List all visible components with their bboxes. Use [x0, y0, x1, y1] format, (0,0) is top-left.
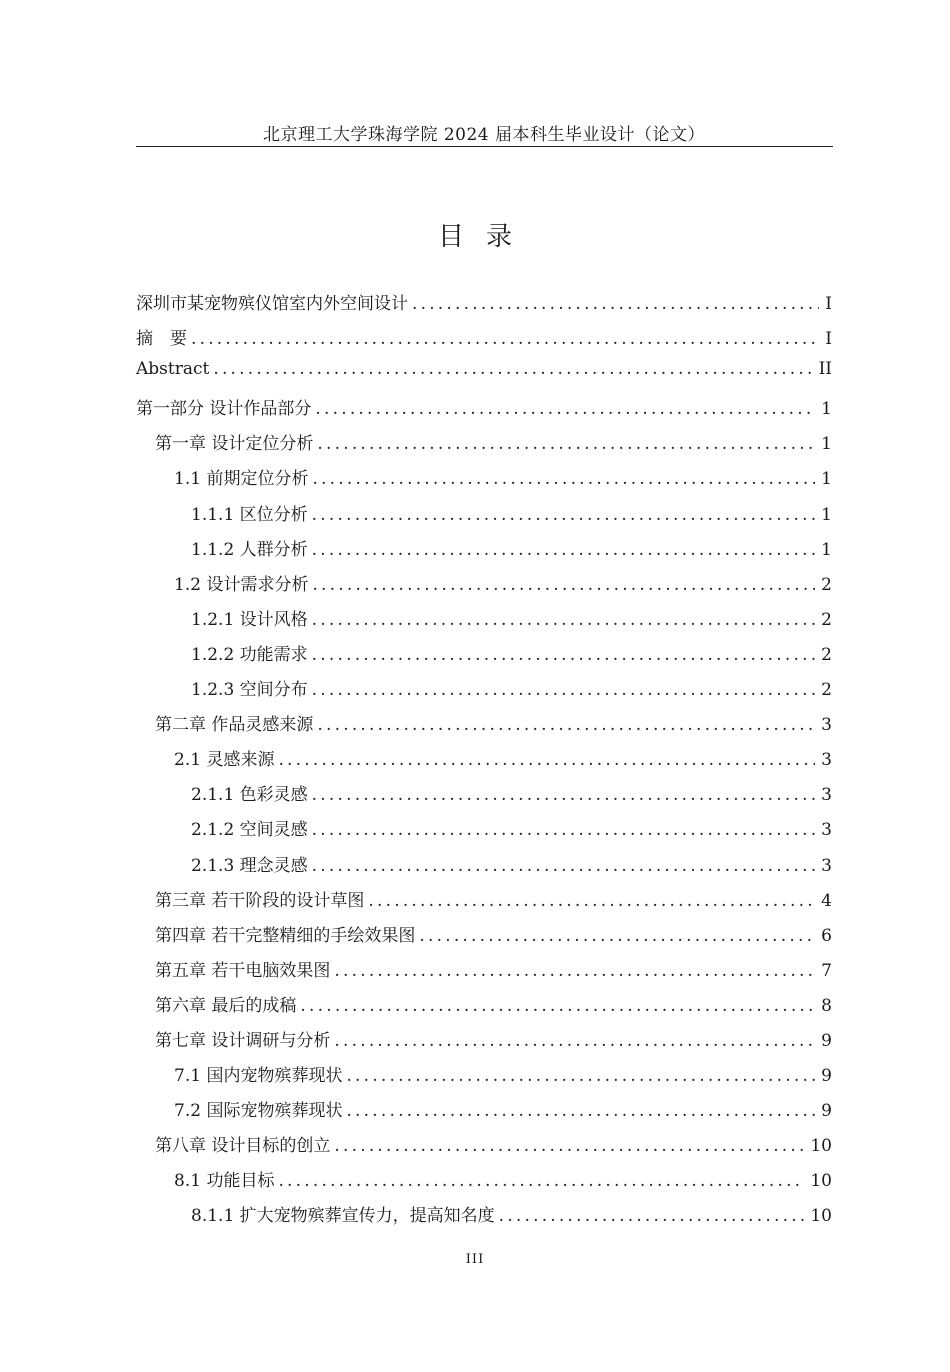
toc-leader-dots: [334, 1136, 804, 1156]
toc-entry[interactable]: [136, 570, 832, 605]
toc-entry-page: 10: [810, 1171, 832, 1192]
toc-leader-dots: [312, 856, 816, 876]
toc-entry[interactable]: [136, 1166, 832, 1201]
toc-entry-label: 2.1.3 理念灵感: [191, 855, 308, 876]
toc-entry-label: 1.1.1 区位分析: [191, 504, 308, 525]
page-number: III: [465, 1252, 485, 1267]
toc-leader-dots: [312, 680, 816, 700]
toc-leader-dots: [213, 359, 812, 379]
toc-entry[interactable]: [136, 1131, 832, 1166]
toc-entry-page: 9: [821, 1101, 832, 1122]
toc-entry-page: 9: [821, 1030, 832, 1051]
toc-entry-page: 2: [821, 609, 832, 630]
toc-leader-dots: [412, 294, 819, 314]
toc-entry-label: 2.1 灵感来源: [174, 750, 275, 771]
toc-entry[interactable]: [136, 675, 832, 710]
toc-entry-page: I: [825, 329, 832, 350]
running-header: 北京理工大学珠海学院 2024 届本科生毕业设计（论文）: [262, 125, 706, 145]
toc-entry-label: 第六章 最后的成稿: [155, 995, 297, 1016]
toc-entry-page: 3: [821, 785, 832, 806]
toc-leader-dots: [346, 1101, 815, 1121]
toc-entry-page: 4: [821, 890, 832, 911]
toc-entry-page: 3: [821, 855, 832, 876]
toc-entry-page: 10: [810, 1136, 832, 1157]
toc-entry-label: 1.1.2 人群分析: [191, 539, 308, 560]
toc-entry[interactable]: [136, 815, 832, 850]
toc-leader-dots: [368, 891, 815, 911]
toc-leader-dots: [312, 575, 815, 595]
table-of-contents: [136, 289, 832, 1237]
toc-leader-dots: [278, 750, 815, 770]
toc-entry-label: 2.1.2 空间灵感: [191, 820, 308, 841]
toc-leader-dots: [419, 926, 815, 946]
toc-leader-dots: [278, 1171, 804, 1191]
toc-entry-label: 深圳市某宠物殡仪馆室内外空间设计: [136, 294, 408, 314]
toc-entry-page: 3: [821, 715, 832, 736]
toc-entry-page: 1: [821, 434, 832, 455]
toc-leader-dots: [317, 434, 815, 454]
toc-entry-page: I: [825, 294, 832, 314]
toc-entry[interactable]: [136, 535, 832, 570]
toc-entry-label: 第一部分 设计作品部分: [136, 399, 312, 420]
toc-leader-dots: [191, 329, 819, 349]
toc-entry[interactable]: [136, 1061, 832, 1096]
toc-entry[interactable]: [136, 1201, 832, 1236]
toc-entry-page: 8: [821, 995, 832, 1016]
toc-entry-page: 10: [810, 1206, 832, 1227]
toc-entry[interactable]: [136, 921, 832, 956]
toc-leader-dots: [346, 1066, 815, 1086]
toc-entry-label: 1.2 设计需求分析: [174, 574, 309, 595]
toc-entry[interactable]: [136, 324, 832, 359]
toc-entry-page: 1: [821, 399, 832, 420]
toc-entry[interactable]: [136, 780, 832, 815]
toc-entry-label: 第八章 设计目标的创立: [155, 1136, 331, 1157]
toc-entry[interactable]: [136, 886, 832, 921]
toc-entry[interactable]: [136, 605, 832, 640]
toc-leader-dots: [300, 996, 815, 1016]
toc-entry-page: 2: [821, 574, 832, 595]
toc-leader-dots: [317, 715, 815, 735]
toc-leader-dots: [312, 505, 816, 525]
toc-entry-page: 1: [821, 504, 832, 525]
toc-entry-label: 2.1.1 色彩灵感: [191, 785, 308, 806]
toc-entry-label: 第四章 若干完整精细的手绘效果图: [155, 925, 416, 946]
toc-entry[interactable]: [136, 1096, 832, 1131]
toc-entry-page: 7: [821, 960, 832, 981]
toc-leader-dots: [312, 645, 816, 665]
toc-entry-label: 第三章 若干阶段的设计草图: [155, 890, 365, 911]
toc-entry-label: 1.2.1 设计风格: [191, 609, 308, 630]
toc-entry[interactable]: [136, 359, 832, 394]
toc-entry-label: 8.1 功能目标: [174, 1171, 275, 1192]
toc-entry[interactable]: [136, 429, 832, 464]
toc-entry[interactable]: [136, 710, 832, 745]
toc-leader-dots: [315, 399, 815, 419]
toc-entry[interactable]: [136, 640, 832, 675]
toc-entry[interactable]: [136, 1026, 832, 1061]
toc-entry[interactable]: [136, 745, 832, 780]
toc-entry-label: 8.1.1 扩大宠物殡葬宣传力，提高知名度: [191, 1206, 495, 1227]
toc-entry-page: 9: [821, 1066, 832, 1087]
toc-entry-label: 第五章 若干电脑效果图: [155, 960, 331, 981]
toc-entry-page: 6: [821, 925, 832, 946]
toc-entry[interactable]: [136, 956, 832, 991]
toc-entry[interactable]: [136, 464, 832, 499]
toc-entry-page: 2: [821, 680, 832, 701]
toc-entry[interactable]: [136, 289, 832, 324]
toc-leader-dots: [312, 785, 816, 805]
toc-entry-page: 1: [821, 539, 832, 560]
toc-leader-dots: [312, 540, 816, 560]
toc-entry-label: 1.2.3 空间分布: [191, 680, 308, 701]
toc-entry-page: 2: [821, 644, 832, 665]
toc-leader-dots: [312, 820, 816, 840]
toc-entry-label: 第七章 设计调研与分析: [155, 1030, 331, 1051]
toc-entry-label: 7.1 国内宠物殡葬现状: [174, 1066, 343, 1087]
toc-leader-dots: [499, 1206, 805, 1226]
toc-entry-label: 1.2.2 功能需求: [191, 644, 308, 665]
header-divider: [136, 146, 833, 147]
toc-entry-label: 7.2 国际宠物殡葬现状: [174, 1101, 343, 1122]
toc-entry[interactable]: [136, 394, 832, 429]
toc-entry[interactable]: [136, 991, 832, 1026]
toc-entry-page: 3: [821, 820, 832, 841]
toc-entry-label: Abstract: [136, 359, 210, 380]
toc-leader-dots: [334, 1031, 815, 1051]
toc-entry-page: 3: [821, 750, 832, 771]
toc-entry-label: 1.1 前期定位分析: [174, 469, 309, 490]
toc-entry-page: 1: [821, 469, 832, 490]
toc-entry-label: 摘 要: [136, 329, 187, 350]
toc-leader-dots: [312, 469, 815, 489]
toc-entry-label: 第二章 作品灵感来源: [155, 715, 314, 736]
toc-entry[interactable]: [136, 851, 832, 886]
toc-entry[interactable]: [136, 500, 832, 535]
toc-title: 目录: [437, 222, 534, 252]
toc-leader-dots: [312, 610, 816, 630]
toc-leader-dots: [334, 961, 815, 981]
toc-entry-label: 第一章 设计定位分析: [155, 434, 314, 455]
toc-entry-page: II: [818, 359, 832, 380]
